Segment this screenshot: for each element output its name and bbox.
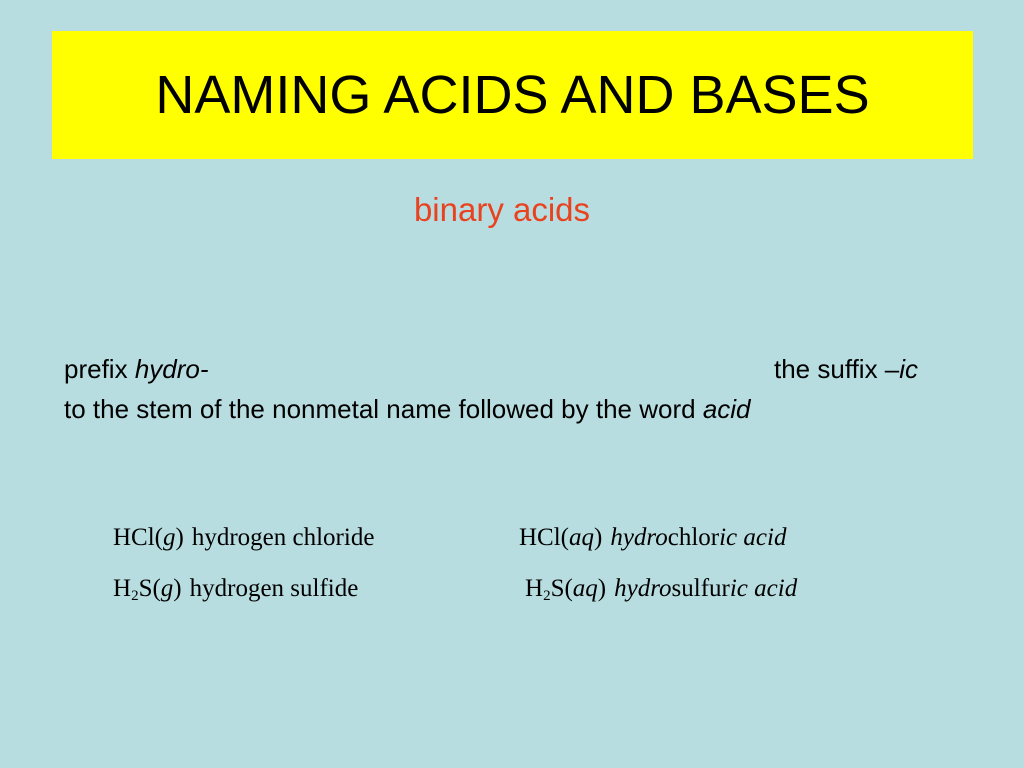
title-banner [52, 31, 973, 159]
formula-text: ) [594, 524, 603, 551]
rule-prefix-text: prefix [64, 354, 135, 384]
acid-suffix: ic acid [719, 524, 787, 551]
compound-name: hydrogen chloride [191, 524, 375, 551]
rule-ic-text: ic [899, 354, 919, 384]
formula-text: HCl( [113, 524, 163, 551]
subscript: 2 [543, 588, 551, 604]
acid-stem: sulfur [671, 575, 730, 602]
formula-text: S( [138, 575, 161, 602]
example-h2s-gas [113, 575, 358, 603]
state-text: g [163, 524, 176, 551]
acid-prefix: hydro [614, 575, 672, 602]
compound-name: hydrogen sulfide [189, 575, 359, 602]
state-text: aq [572, 575, 598, 602]
rule-prefix-line [64, 354, 209, 385]
rule-acid-text: acid [702, 394, 751, 424]
formula-text: H [113, 575, 132, 602]
state-text: g [160, 575, 174, 602]
slide-subtitle: binary acids [413, 191, 591, 228]
formula-text: S( [550, 575, 573, 602]
rule-hydro-text: hydro- [134, 354, 209, 384]
formula-text: HCl( [519, 524, 569, 551]
rule-suffix-line [774, 354, 918, 385]
rule-suffix-text: the suffix – [774, 354, 900, 384]
formula-text: ) [175, 524, 184, 551]
example-h2s-aqueous [525, 575, 797, 603]
slide-title: NAMING ACIDS AND BASES [155, 65, 870, 125]
formula-text: H [525, 575, 544, 602]
rule-stem-text: to the stem of the nonmetal name followed by the word [64, 394, 703, 424]
rule-stem-line [64, 394, 751, 425]
subscript: 2 [131, 588, 139, 604]
acid-suffix: ic acid [729, 575, 798, 602]
formula-text: ) [173, 575, 182, 602]
formula-text: ) [597, 575, 607, 602]
acid-stem: chlor [667, 524, 720, 551]
example-hcl-aqueous [519, 524, 786, 552]
example-hcl-gas [113, 524, 374, 552]
state-text: aq [569, 524, 594, 551]
acid-prefix: hydro [610, 524, 668, 551]
